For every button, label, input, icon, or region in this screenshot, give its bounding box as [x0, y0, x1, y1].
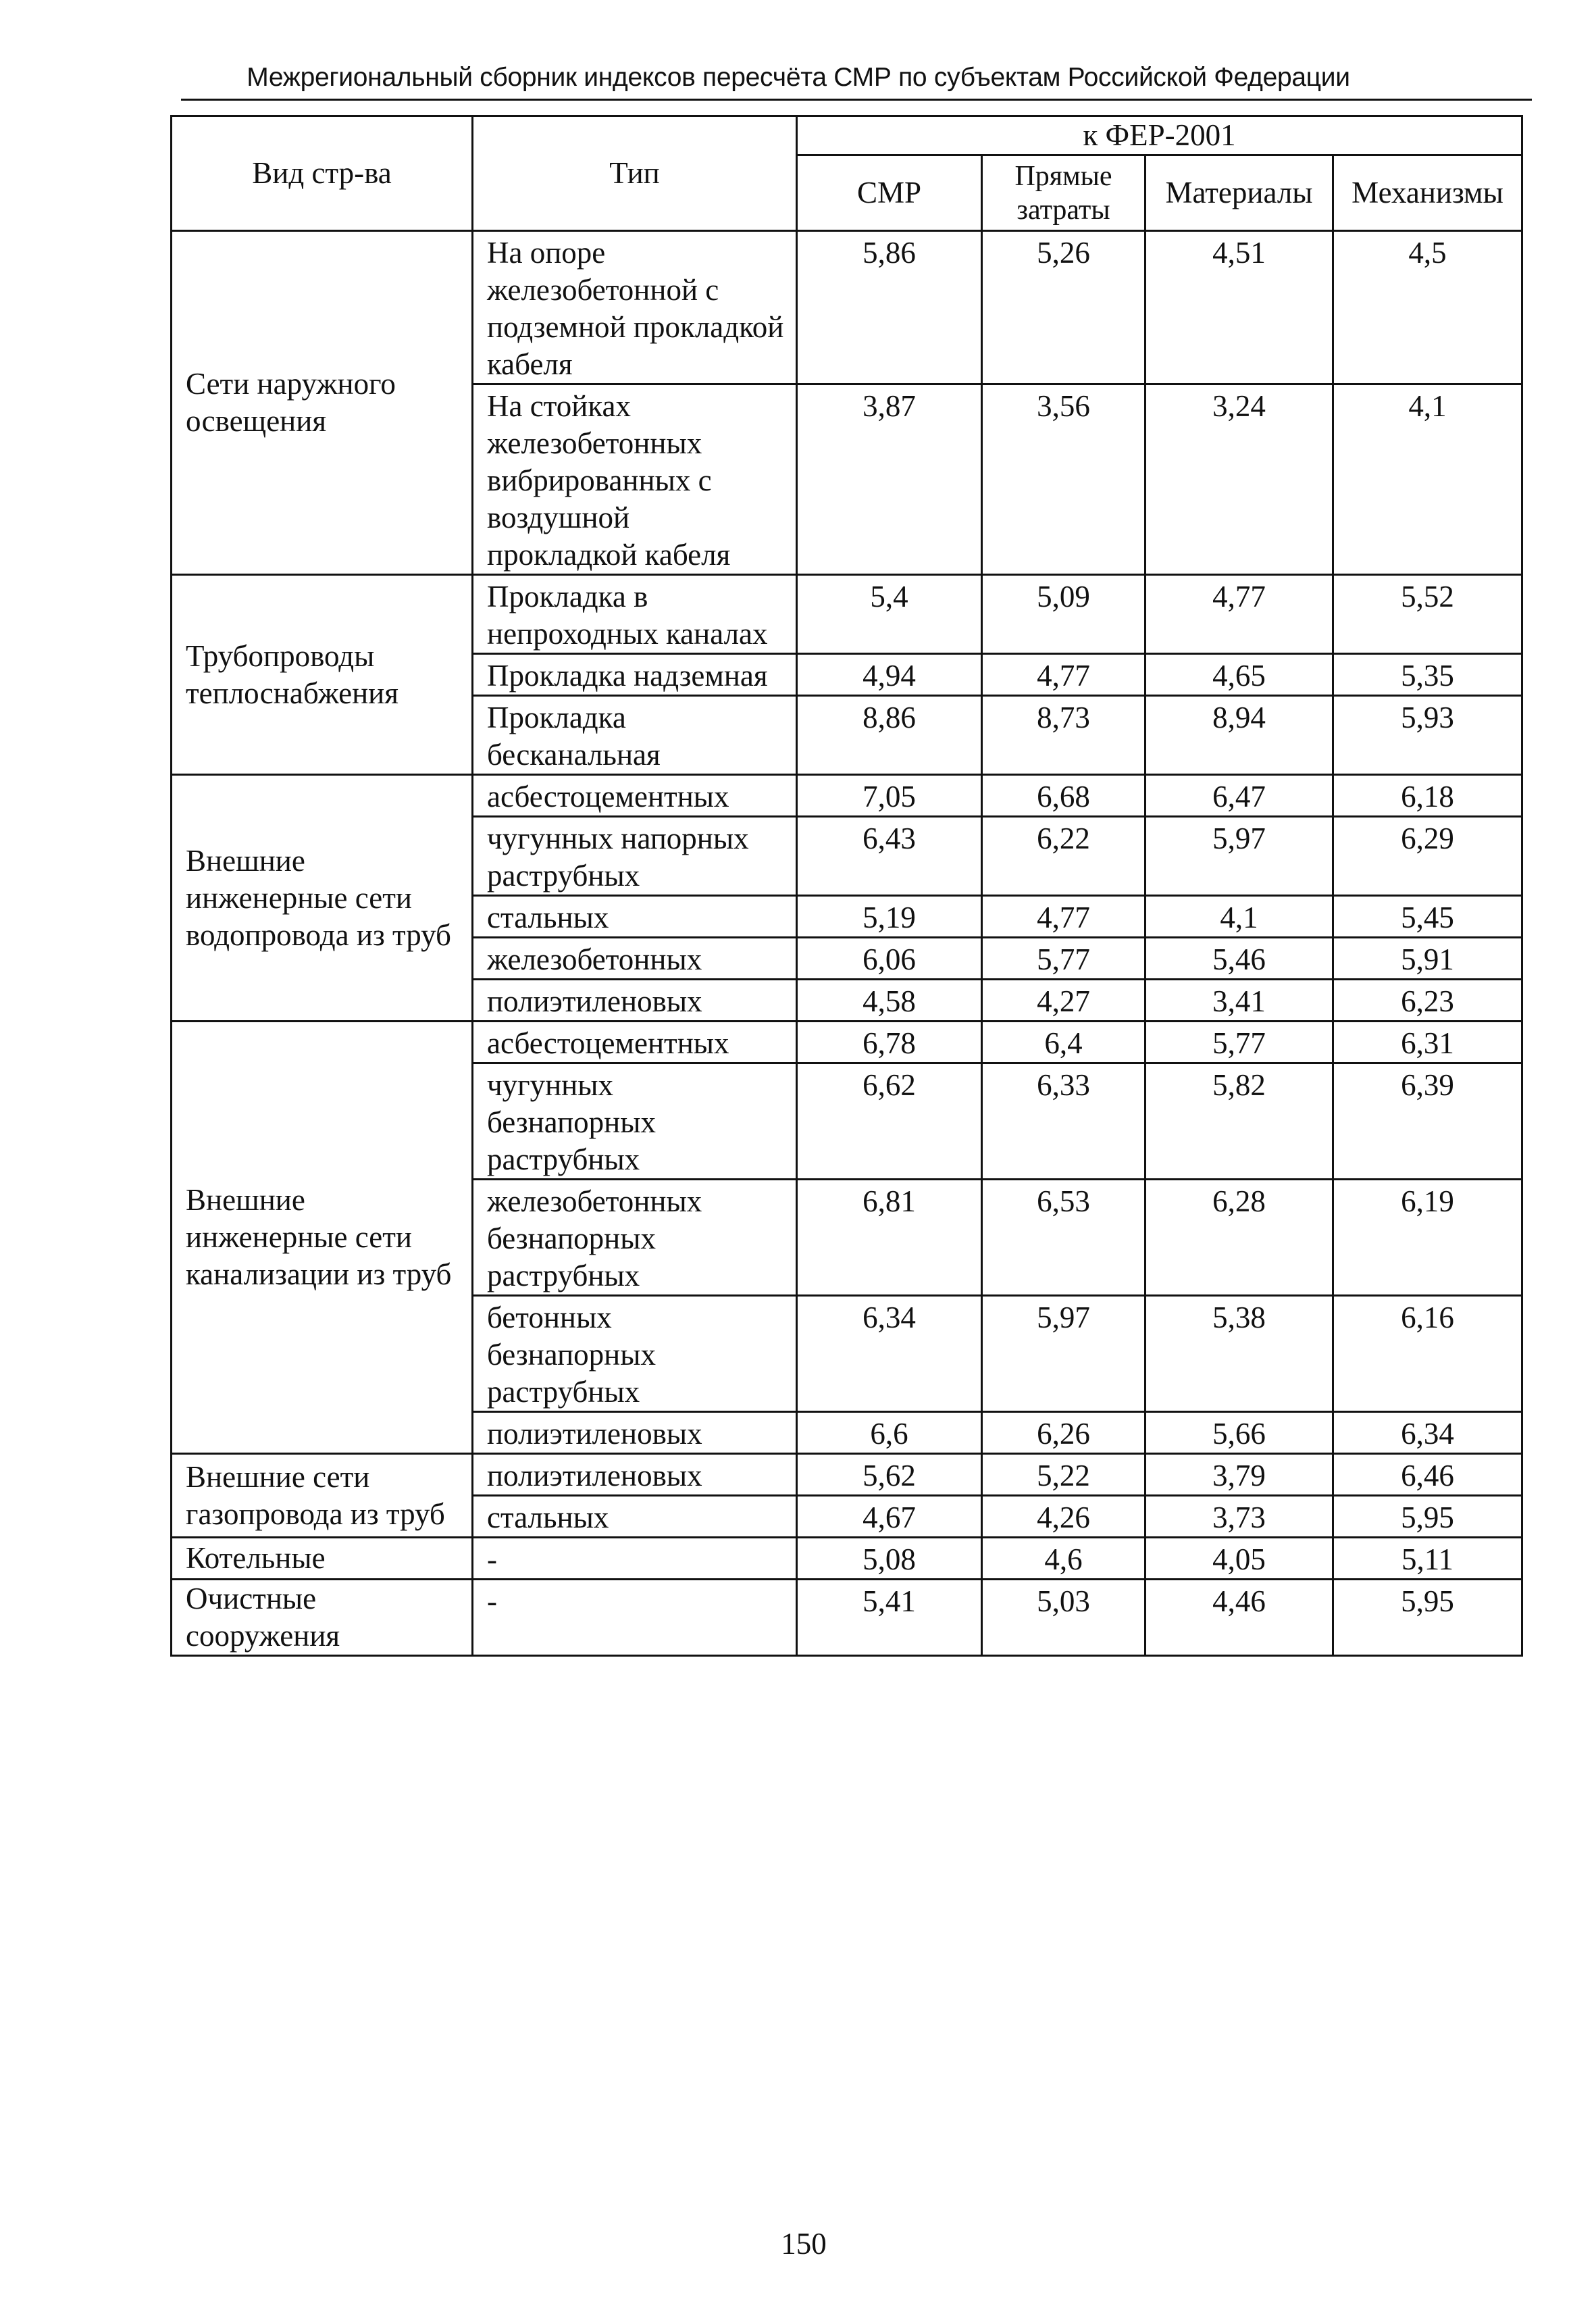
direct-costs-cell: 6,68	[982, 775, 1145, 817]
materials-cell: 3,79	[1145, 1454, 1333, 1496]
machines-cell: 6,39	[1333, 1063, 1522, 1180]
smr-cell: 5,86	[797, 231, 982, 384]
direct-costs-cell: 5,22	[982, 1454, 1145, 1496]
table-row	[172, 1538, 1522, 1580]
smr-cell: 5,4	[797, 575, 982, 654]
materials-cell: 6,47	[1145, 775, 1333, 817]
direct-costs-cell: 6,22	[982, 817, 1145, 896]
machines-cell: 6,34	[1333, 1412, 1522, 1454]
direct-costs-cell: 6,53	[982, 1180, 1145, 1296]
smr-cell: 3,87	[797, 384, 982, 575]
materials-cell: 3,41	[1145, 980, 1333, 1022]
materials-cell: 5,38	[1145, 1296, 1333, 1412]
direct-costs-cell: 6,4	[982, 1022, 1145, 1063]
type-cell: чугунных безнапорных раструбных	[473, 1063, 797, 1180]
type-cell: полиэтиленовых	[473, 1454, 797, 1496]
machines-cell: 6,29	[1333, 817, 1522, 896]
type-cell: -	[473, 1538, 797, 1580]
direct-costs-cell: 4,77	[982, 654, 1145, 696]
smr-cell: 5,41	[797, 1580, 982, 1656]
direct-costs-cell: 4,77	[982, 896, 1145, 938]
materials-cell: 4,05	[1145, 1538, 1333, 1580]
type-cell: На опоре железобетонной с подземной прокладкой кабеля	[473, 231, 797, 384]
type-cell: -	[473, 1580, 797, 1656]
smr-cell: 5,19	[797, 896, 982, 938]
smr-cell: 6,78	[797, 1022, 982, 1063]
header-direct-costs: Прямые затраты	[982, 155, 1145, 231]
table-row	[172, 575, 1522, 654]
machines-cell: 4,1	[1333, 384, 1522, 575]
materials-cell: 4,77	[1145, 575, 1333, 654]
direct-costs-cell: 8,73	[982, 696, 1145, 775]
type-cell: Прокладка бесканальная	[473, 696, 797, 775]
category-cell: Внешние инженерные сети водопровода из труб	[172, 775, 473, 1022]
direct-costs-cell: 5,97	[982, 1296, 1145, 1412]
materials-cell: 4,46	[1145, 1580, 1333, 1656]
direct-costs-cell: 3,56	[982, 384, 1145, 575]
smr-cell: 7,05	[797, 775, 982, 817]
type-cell: асбестоцементных	[473, 775, 797, 817]
machines-cell: 4,5	[1333, 231, 1522, 384]
machines-cell: 5,95	[1333, 1580, 1522, 1656]
materials-cell: 6,28	[1145, 1180, 1333, 1296]
materials-cell: 4,51	[1145, 231, 1333, 384]
smr-cell: 4,58	[797, 980, 982, 1022]
materials-cell: 5,46	[1145, 938, 1333, 980]
table-body	[172, 231, 1522, 1656]
table-row	[172, 1454, 1522, 1496]
direct-costs-cell: 5,77	[982, 938, 1145, 980]
type-cell: полиэтиленовых	[473, 1412, 797, 1454]
machines-cell: 5,93	[1333, 696, 1522, 775]
page-number: 150	[781, 2227, 827, 2261]
type-cell: стальных	[473, 896, 797, 938]
category-cell: Трубопроводы теплоснабжения	[172, 575, 473, 775]
category-cell: Очистные сооружения	[172, 1580, 473, 1656]
materials-cell: 3,24	[1145, 384, 1333, 575]
materials-cell: 5,66	[1145, 1412, 1333, 1454]
table-row	[172, 1022, 1522, 1063]
machines-cell: 6,31	[1333, 1022, 1522, 1063]
machines-cell: 5,45	[1333, 896, 1522, 938]
type-cell: асбестоцементных	[473, 1022, 797, 1063]
category-cell: Сети наружного освещения	[172, 231, 473, 575]
smr-cell: 6,43	[797, 817, 982, 896]
category-cell: Котельные	[172, 1538, 473, 1580]
materials-cell: 5,82	[1145, 1063, 1333, 1180]
header-materials: Материалы	[1145, 155, 1333, 231]
materials-cell: 5,77	[1145, 1022, 1333, 1063]
materials-cell: 4,65	[1145, 654, 1333, 696]
smr-cell: 4,94	[797, 654, 982, 696]
category-cell: Внешние инженерные сети канализации из труб	[172, 1022, 473, 1454]
header-smr: СМР	[797, 155, 982, 231]
type-cell: бетонных безнапорных раструбных	[473, 1296, 797, 1412]
direct-costs-cell: 6,26	[982, 1412, 1145, 1454]
machines-cell: 6,16	[1333, 1296, 1522, 1412]
machines-cell: 6,23	[1333, 980, 1522, 1022]
materials-cell: 8,94	[1145, 696, 1333, 775]
header-type: Тип	[473, 116, 797, 231]
header-category: Вид стр-ва	[172, 116, 473, 231]
direct-costs-cell: 5,09	[982, 575, 1145, 654]
machines-cell: 5,91	[1333, 938, 1522, 980]
type-cell: Прокладка надземная	[473, 654, 797, 696]
materials-cell: 3,73	[1145, 1496, 1333, 1538]
materials-cell: 4,1	[1145, 896, 1333, 938]
type-cell: Прокладка в непроходных каналах	[473, 575, 797, 654]
category-cell: Внешние сети газопровода из труб	[172, 1454, 473, 1538]
machines-cell: 6,18	[1333, 775, 1522, 817]
header-fer-2001: к ФЕР-2001	[797, 116, 1522, 155]
smr-cell: 6,06	[797, 938, 982, 980]
smr-cell: 4,67	[797, 1496, 982, 1538]
direct-costs-cell: 5,03	[982, 1580, 1145, 1656]
smr-cell: 6,6	[797, 1412, 982, 1454]
smr-cell: 6,62	[797, 1063, 982, 1180]
type-cell: железобетонных безнапорных раструбных	[473, 1180, 797, 1296]
machines-cell: 6,19	[1333, 1180, 1522, 1296]
running-header: Межрегиональный сборник индексов пересчёта СМР по субъектам Российской Федерации	[247, 63, 1350, 92]
index-table	[170, 115, 1523, 1657]
type-cell: чугунных напорных раструбных	[473, 817, 797, 896]
smr-cell: 6,34	[797, 1296, 982, 1412]
type-cell: На стойках железобетонных вибрированных с воздушной прокладкой кабеля	[473, 384, 797, 575]
smr-cell: 5,08	[797, 1538, 982, 1580]
direct-costs-cell: 5,26	[982, 231, 1145, 384]
header-rule	[181, 99, 1532, 101]
machines-cell: 5,11	[1333, 1538, 1522, 1580]
machines-cell: 5,52	[1333, 575, 1522, 654]
type-cell: полиэтиленовых	[473, 980, 797, 1022]
smr-cell: 8,86	[797, 696, 982, 775]
table-row	[172, 231, 1522, 384]
header-machines: Механизмы	[1333, 155, 1522, 231]
materials-cell: 5,97	[1145, 817, 1333, 896]
type-cell: стальных	[473, 1496, 797, 1538]
table-row	[172, 1580, 1522, 1656]
direct-costs-cell: 4,27	[982, 980, 1145, 1022]
smr-cell: 5,62	[797, 1454, 982, 1496]
machines-cell: 6,46	[1333, 1454, 1522, 1496]
type-cell: железобетонных	[473, 938, 797, 980]
machines-cell: 5,95	[1333, 1496, 1522, 1538]
machines-cell: 5,35	[1333, 654, 1522, 696]
table-row	[172, 775, 1522, 817]
direct-costs-cell: 6,33	[982, 1063, 1145, 1180]
direct-costs-cell: 4,26	[982, 1496, 1145, 1538]
direct-costs-cell: 4,6	[982, 1538, 1145, 1580]
smr-cell: 6,81	[797, 1180, 982, 1296]
